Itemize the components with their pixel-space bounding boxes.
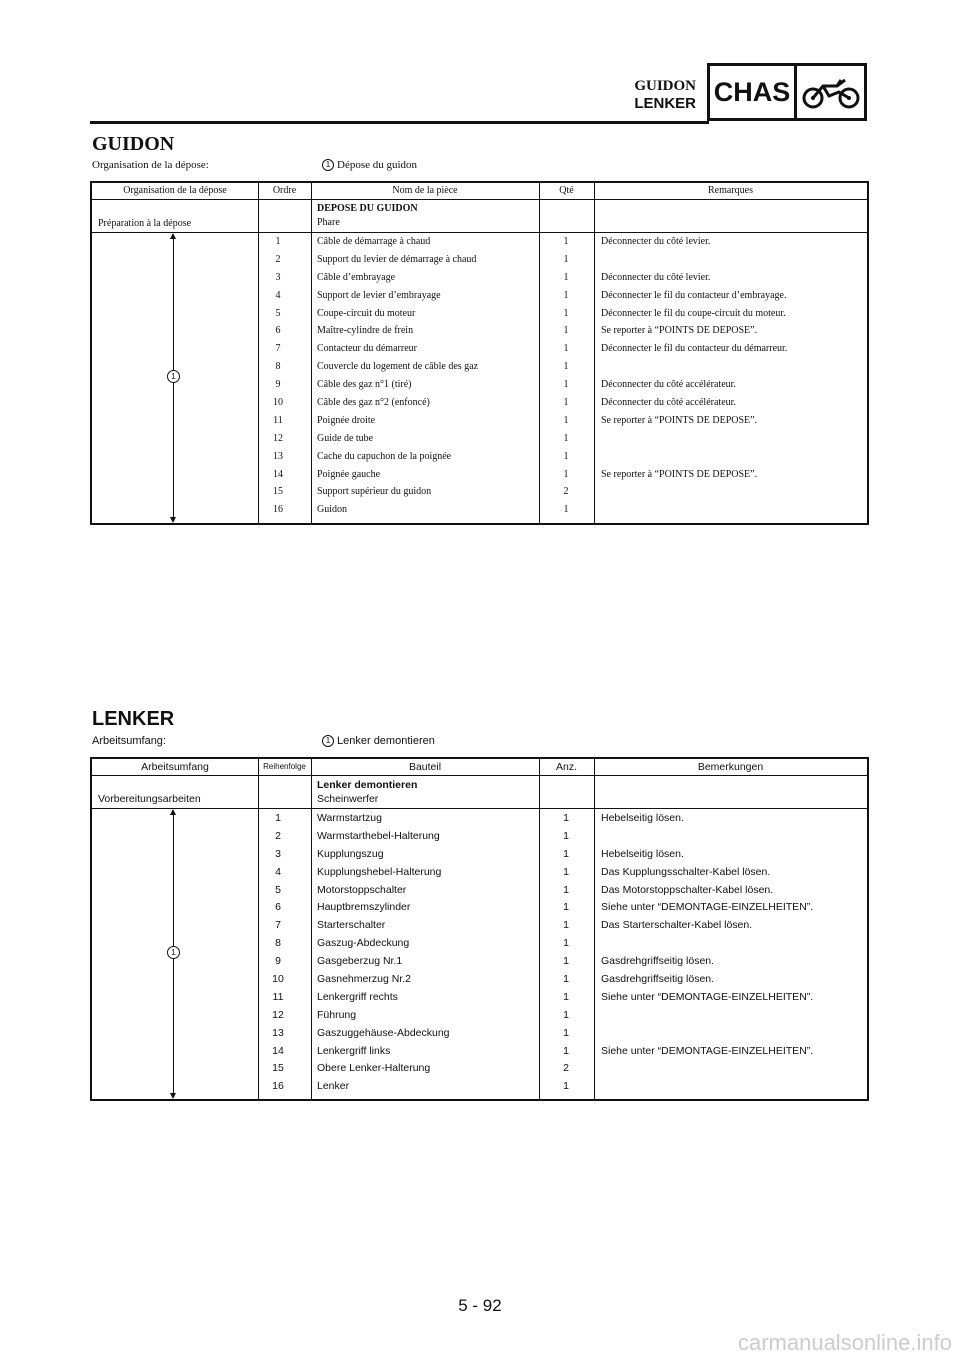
table-row [92,1006,867,1024]
part-name-cell: Gasnehmerzug Nr.2 [317,973,411,986]
qty-cell: 2 [563,1062,569,1075]
section-badge-label: CHAS [710,66,797,118]
col-header: Ordre [272,185,297,196]
col-header: Anz. [555,761,577,773]
part-name-cell: Contacteur du démarreur [317,343,417,355]
col-header: Qté [559,185,574,196]
order-cell: 15 [272,1062,284,1075]
part-name-cell: Führung [317,1008,357,1021]
remark-cell: Das Kupplungsschalter-Kabel lösen. [601,865,771,878]
order-cell: 12 [273,432,283,444]
table-row [92,483,867,501]
remark-cell: Hebelseitig lösen. [601,847,684,860]
remark-cell: Déconnecter du côté accélérateur. [601,379,736,391]
part-name-cell: Warmstarthebel-Halterung [317,829,440,842]
part-name-cell: Kupplungszug [317,847,384,860]
part-name-cell: Câble des gaz n°1 (tiré) [317,379,412,391]
order-cell: 5 [275,883,281,896]
order-cell: 9 [275,379,281,391]
part-name-cell: Guide de tube [317,432,374,444]
qty-cell: 1 [563,361,569,373]
table-row [92,394,867,412]
remark-cell: Se reporter à “POINTS DE DEPOSE”. [601,325,758,337]
col-header: Bauteil [408,761,442,773]
col-header: Organisation de la dépose [123,185,227,196]
qty-cell: 1 [563,432,569,444]
callout-marker: 1 [167,370,180,383]
order-cell: 4 [275,865,281,878]
part-name-cell: Lenker [317,1080,350,1093]
part-name-cell: Poignée gauche [317,468,381,480]
table-row [92,1042,867,1060]
motorcycle-icon [797,66,864,118]
prep-name: Scheinwerfer [317,793,379,805]
col-header: Reihenfolge [263,762,306,771]
part-name-cell: Support de levier d’embrayage [317,289,441,301]
arrow-up-icon [170,809,176,815]
callout-fr: 1 [322,159,334,171]
remark-cell: Siehe unter “DEMONTAGE-EINZELHEITEN”. [601,1044,814,1057]
order-cell: 9 [275,955,281,968]
order-cell: 6 [275,325,281,337]
remark-cell: Gasdrehgriffseitig lösen. [601,973,715,986]
remark-cell: Se reporter à “POINTS DE DEPOSE”. [601,414,758,426]
qty-cell: 1 [563,253,569,265]
section-badge [707,63,867,121]
qty-cell: 1 [563,271,569,283]
table-row [92,233,867,251]
qty-cell: 1 [563,847,569,860]
header-titles [600,78,696,112]
header-title-de: LENKER [634,95,696,112]
qty-cell: 1 [563,1044,569,1057]
table-row [92,501,867,519]
qty-cell: 1 [563,865,569,878]
part-name-cell: Câble des gaz n°2 (enfoncé) [317,397,430,409]
part-name-cell: Coupe-circuit du moteur [317,307,416,319]
part-name-cell: Gaszuggehäuse-Abdeckung [317,1026,450,1039]
order-cell: 2 [275,829,281,842]
table-row [92,322,867,340]
col-header: Nom de la pièce [392,185,458,196]
remark-cell: Siehe unter “DEMONTAGE-EINZELHEITEN”. [601,990,814,1003]
arrow-down-icon [170,1093,176,1099]
order-cell: 11 [273,414,283,426]
table-row [92,898,867,916]
order-cell: 10 [272,973,284,986]
table-row [92,1059,867,1077]
table-row [92,466,867,484]
org-value-fr [322,159,417,171]
table-header-de [92,759,867,776]
order-cell: 15 [273,486,283,498]
table-row [92,305,867,323]
callout-de: 1 [322,735,334,747]
prep-row-de [92,776,867,809]
remark-cell: Déconnecter du côté accélérateur. [601,397,736,409]
table-body-de [92,809,867,1099]
qty-cell: 2 [563,486,569,498]
order-cell: 4 [275,289,281,301]
table-row [92,809,867,827]
table-row [92,269,867,287]
qty-cell: 1 [563,468,569,480]
qty-cell: 1 [563,450,569,462]
part-name-cell: Warmstartzug [317,812,382,824]
qty-cell: 1 [563,973,569,986]
remark-cell: Das Motorstoppschalter-Kabel lösen. [601,883,774,896]
table-row [92,430,867,448]
order-cell: 12 [272,1008,284,1021]
remark-cell: Gasdrehgriffseitig lösen. [601,955,715,968]
part-name-cell: Lenkergriff links [317,1044,391,1057]
watermark: carmanualsonline.info [737,1330,952,1355]
qty-cell: 1 [563,829,569,842]
remark-cell: Das Starterschalter-Kabel lösen. [601,919,753,932]
qty-cell: 1 [563,343,569,355]
order-cell: 13 [273,450,283,462]
part-name-cell: Starterschalter [317,919,386,932]
prep-name-bold: Lenker demontieren [317,779,418,791]
table-row [92,863,867,881]
col-header: Remarques [708,185,753,196]
part-name-cell: Câble de démarrage à chaud [317,236,431,247]
section-title-fr: GUIDON [92,133,175,155]
header-title-fr: GUIDON [634,78,696,94]
table-row [92,952,867,970]
table-row [92,845,867,863]
table-header-fr [92,183,867,200]
prep-name: Phare [317,217,340,228]
qty-cell: 1 [563,289,569,301]
prep-label: Préparation à la dépose [98,218,192,229]
table-row [92,251,867,269]
part-name-cell: Obere Lenker-Halterung [317,1062,431,1075]
part-name-cell: Gaszug-Abdeckung [317,937,410,950]
order-cell: 8 [275,361,281,373]
remark-cell: Déconnecter du côté levier. [601,271,711,283]
table-body-fr [92,233,867,523]
order-cell: 14 [272,1044,284,1057]
remark-cell: Déconnecter le fil du contacteur d’embrayage. [601,289,787,301]
part-name-cell: Cache du capuchon de la poignée [317,450,452,462]
arrow-down-icon [170,517,176,523]
part-name-cell: Guidon [317,504,347,516]
prep-row-fr [92,200,867,233]
prep-name-bold: DEPOSE DU GUIDON [317,203,418,214]
table-row [92,970,867,988]
table-row [92,376,867,394]
qty-cell: 1 [563,414,569,426]
part-name-cell: Poignée droite [317,414,376,426]
table-row [92,1077,867,1095]
order-cell: 10 [273,397,283,409]
remark-cell: Hebelseitig lösen. [601,812,684,824]
qty-cell: 1 [563,937,569,950]
order-cell: 16 [273,504,283,516]
qty-cell: 1 [563,901,569,914]
order-cell: 3 [275,271,281,283]
order-cell: 8 [275,937,281,950]
part-name-cell: Motorstoppschalter [317,883,407,896]
remark-cell: Se reporter à “POINTS DE DEPOSE”. [601,468,758,480]
table-row [92,412,867,430]
callout-marker: 1 [167,946,180,959]
order-cell: 7 [275,343,281,355]
qty-cell: 1 [563,955,569,968]
col-header: Arbeitsumfang [141,761,209,773]
table-row [92,287,867,305]
part-name-cell: Câble d’embrayage [317,271,396,283]
remark-cell: Déconnecter du côté levier. [601,236,711,247]
org-value-de [322,735,435,747]
part-name-cell: Support du levier de démarrage à chaud [317,253,477,265]
qty-cell: 1 [563,397,569,409]
qty-cell: 1 [563,812,569,824]
qty-cell: 1 [563,504,569,516]
order-cell: 7 [275,919,281,932]
org-label-fr: Organisation de la dépose: [92,159,209,171]
part-name-cell: Couvercle du logement de câble des gaz [317,361,479,373]
part-name-cell: Kupplungshebel-Halterung [317,865,442,878]
qty-cell: 1 [563,1080,569,1093]
qty-cell: 1 [563,379,569,391]
qty-cell: 1 [563,990,569,1003]
part-name-cell: Hauptbremszylinder [317,901,411,914]
qty-cell: 1 [563,236,569,247]
order-cell: 2 [275,253,281,265]
part-name-cell: Maître-cylindre de frein [317,325,414,337]
table-row [92,1024,867,1042]
order-cell: 14 [273,468,283,480]
table-row [92,988,867,1006]
table-row [92,340,867,358]
header-rule [90,121,709,124]
order-cell: 1 [275,812,281,824]
qty-cell: 1 [563,1026,569,1039]
table-row [92,881,867,899]
table-row [92,827,867,845]
order-cell: 16 [272,1080,284,1093]
qty-cell: 1 [563,1008,569,1021]
org-value-fr-text: Dépose du guidon [337,159,418,171]
order-cell: 1 [275,236,281,247]
qty-cell: 1 [563,325,569,337]
remark-cell: Déconnecter le fil du coupe-circuit du moteur. [601,307,786,319]
order-cell: 3 [275,847,281,860]
part-name-cell: Gasgeberzug Nr.1 [317,955,403,968]
table-row [92,916,867,934]
remark-cell: Déconnecter le fil du contacteur du démarreur. [601,343,788,355]
part-name-cell: Lenkergriff rechts [317,990,398,1003]
order-cell: 13 [272,1026,284,1039]
table-row [92,448,867,466]
order-cell: 5 [275,307,281,319]
qty-cell: 1 [563,883,569,896]
order-cell: 6 [275,901,281,914]
table-de [90,757,869,1101]
org-value-de-text: Lenker demontieren [337,735,435,747]
order-cell: 11 [272,990,284,1003]
remark-cell: Siehe unter “DEMONTAGE-EINZELHEITEN”. [601,901,814,914]
col-header: Bemerkungen [697,761,764,773]
arrow-up-icon [170,233,176,239]
qty-cell: 1 [563,307,569,319]
table-row [92,358,867,376]
qty-cell: 1 [563,919,569,932]
org-label-de: Arbeitsumfang: [92,735,166,747]
section-title-de: LENKER [92,708,175,730]
page-number: 5 - 92 [458,1296,502,1315]
table-fr [90,181,869,525]
prep-label: Vorbereitungsarbeiten [98,793,201,805]
part-name-cell: Support supérieur du guidon [317,486,432,498]
table-row [92,934,867,952]
